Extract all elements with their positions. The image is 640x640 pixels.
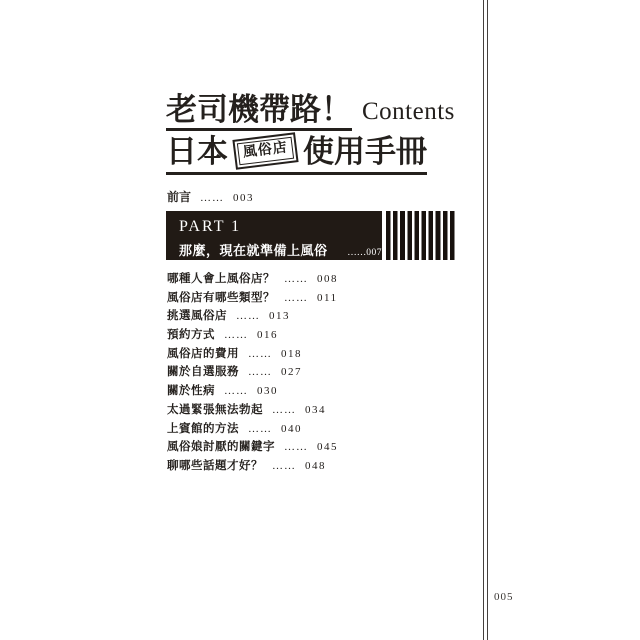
toc-item	[167, 401, 467, 420]
preface-label: 前言	[167, 190, 192, 204]
toc-item-page: 048	[305, 459, 326, 472]
part1-banner	[166, 211, 382, 277]
toc-item	[167, 326, 467, 345]
toc-item-leader: ……	[284, 441, 308, 454]
book-title-block	[166, 92, 466, 175]
toc-item-leader: ……	[248, 422, 272, 435]
preface-row	[167, 188, 254, 205]
toc-item-page: 027	[281, 366, 302, 379]
toc-item-label: 風俗店有哪些類型？	[167, 291, 275, 304]
title-line2-suffix: 使用手冊	[303, 133, 427, 169]
toc-item-page: 040	[281, 422, 302, 435]
preface-page-number: 003	[233, 192, 255, 204]
toc-item-leader: ……	[224, 329, 248, 342]
toc-item-label: 關於自選服務	[167, 366, 239, 379]
contents-label: Contents	[362, 98, 455, 125]
toc-item-label: 關於性病	[167, 385, 215, 398]
folio-page-number: 005	[494, 591, 514, 603]
part1-leader: ……	[347, 247, 367, 258]
toc-item-label: 風俗娘討厭的關鍵字	[167, 441, 275, 454]
toc-item-leader: ……	[248, 366, 272, 379]
toc-item-page: 018	[281, 347, 302, 360]
toc-item-leader: ……	[284, 273, 308, 285]
toc-item-page: 011	[317, 291, 338, 304]
toc-item-page: 045	[317, 441, 338, 454]
toc-item	[167, 457, 467, 476]
stamp-text: 風俗店	[237, 137, 294, 166]
toc-item-leader: ……	[284, 291, 308, 304]
gutter-rule-right	[487, 0, 488, 640]
toc-item-leader: ……	[272, 403, 296, 416]
toc-item-label: 太過緊張無法勃起	[167, 403, 263, 416]
toc-item	[167, 438, 467, 457]
toc-item	[167, 420, 467, 439]
title-row-2	[166, 133, 427, 176]
preface-leader: ……	[200, 192, 225, 204]
toc-item-label: 風俗店的費用	[167, 347, 239, 360]
toc-item-leader: ……	[248, 347, 272, 360]
gutter-rule-left	[483, 0, 484, 640]
part1-label: PART 1	[179, 218, 242, 235]
part1-subtitle: 那麼，現在就準備上風俗店吧！	[179, 242, 328, 277]
toc-item-page: 030	[257, 385, 278, 398]
toc-item-page: 034	[305, 403, 326, 416]
part1-page-number: 007	[366, 247, 382, 258]
toc-item-page: 013	[269, 310, 290, 323]
toc-item	[167, 363, 467, 382]
toc-item-leader: ……	[224, 385, 248, 398]
toc-item	[167, 382, 467, 401]
stamp-box	[232, 132, 298, 170]
barcode-stripes-decoration	[386, 211, 456, 260]
toc-item-leader: ……	[272, 459, 296, 472]
title-line2-prefix: 日本	[166, 133, 228, 169]
toc-item	[167, 345, 467, 364]
toc-item-label: 上賓館的方法	[167, 422, 239, 435]
toc-item-leader: ……	[236, 310, 260, 323]
title-row-1	[166, 92, 466, 131]
toc-item-label: 挑選風俗店	[167, 310, 227, 323]
title-line1: 老司機帶路！	[166, 92, 352, 131]
toc-item	[167, 289, 467, 308]
toc-item	[167, 270, 467, 289]
toc-item-label: 預約方式	[167, 329, 215, 342]
toc-list	[167, 270, 467, 476]
toc-item-page: 008	[317, 273, 338, 285]
toc-item-label: 聊哪些話題才好？	[167, 459, 263, 472]
toc-item	[167, 307, 467, 326]
toc-item-label: 哪種人會上風俗店？	[167, 273, 275, 285]
toc-item-page: 016	[257, 329, 278, 342]
